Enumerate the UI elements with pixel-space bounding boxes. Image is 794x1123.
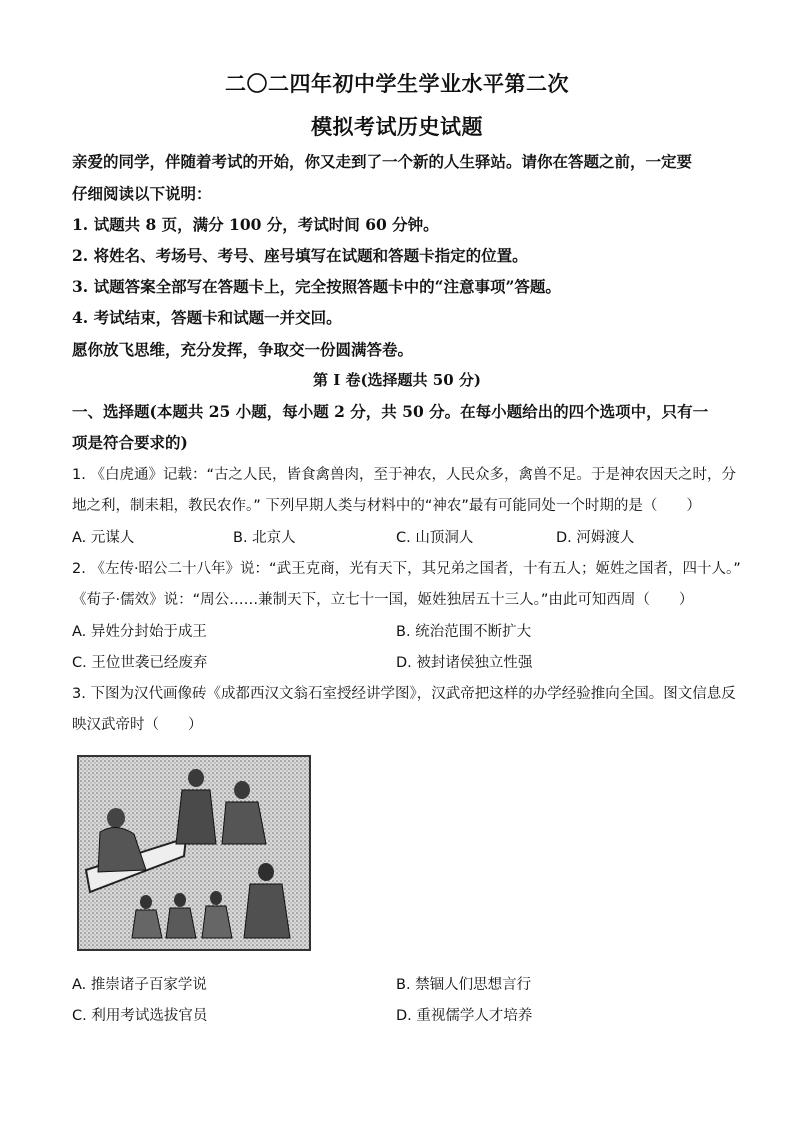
intro-closing: 愿你放飞思维，充分发挥，争取交一份圆满答卷。 [72,340,414,359]
question-2-option-c[interactable]: C. 王位世袭已经废弃 [72,655,208,671]
exam-title-line1: 二〇二四年初中学生学业水平第二次 [225,71,569,96]
question-1-stem-line2: 地之利，制耒耜，教民农作。” 下列早期人类与材料中的“神农”最有可能同处一个时期的是（ ） [72,498,701,514]
question-2-stem-line1: 2. 《左传·昭公二十八年》说：“武王克商，光有天下，其兄弟之国者，十有五人；姬姓之国者，四十人。” [72,561,741,577]
instruction-item-1: 1. 试题共 8 页，满分 100 分，考试时间 60 分钟。 [72,215,439,234]
instruction-item-4: 4. 考试结束，答题卡和试题一并交回。 [72,308,342,327]
question-3-option-a[interactable]: A. 推崇诸子百家学说 [72,977,207,993]
question-2-option-a[interactable]: A. 异姓分封始于成王 [72,624,207,640]
question-1-option-c[interactable]: C. 山顶洞人 [396,530,474,546]
section-instruction-line2: 项是符合要求的) [72,433,188,452]
question-2-option-b[interactable]: B. 统治范围不断扩大 [396,624,532,640]
question-2-stem-line2: 《荀子·儒效》说：“周公……兼制天下，立七十一国，姬姓独居五十三人。”由此可知西周（ ） [72,592,694,608]
intro-line1: 亲爱的同学，伴随着考试的开始，你又走到了一个新的人生驿站。请你在答题之前，一定要 [72,152,693,171]
instruction-item-2: 2. 将姓名、考场号、考号、座号填写在试题和答题卡指定的位置。 [72,246,528,265]
exam-title-line2: 模拟考试历史试题 [311,114,483,139]
question-3-option-b[interactable]: B. 禁锢人们思想言行 [396,977,532,993]
section-title: 第 I 卷(选择题共 50 分) [313,371,481,389]
question-1-option-d[interactable]: D. 河姆渡人 [556,530,635,546]
question-3-option-d[interactable]: D. 重视儒学人才培养 [396,1008,533,1024]
question-1-option-a[interactable]: A. 元谋人 [72,530,135,546]
question-3-stem-line1: 3. 下图为汉代画像砖《成都西汉文翁石室授经讲学图》，汉武帝把这样的办学经验推向全国。图文信息反 [72,686,736,702]
question-1-stem-line1: 1. 《白虎通》记载：“古之人民，皆食禽兽肉，至于神农，人民众多，禽兽不足。于是神农因天之时，分 [72,467,736,483]
section-instruction-line1: 一、选择题(本题共 25 小题，每小题 2 分，共 50 分。在每小题给出的四个选项中，只有一 [72,402,709,421]
intro-line2: 仔细阅读以下说明： [72,184,212,203]
question-1-option-b[interactable]: B. 北京人 [233,530,296,546]
question-3-option-c[interactable]: C. 利用考试选拔官员 [72,1008,208,1024]
question-2-option-d[interactable]: D. 被封诸侯独立性强 [396,655,533,671]
han-brick-relief-image [76,752,312,956]
instruction-item-3: 3. 试题答案全部写在答题卡上，完全按照答题卡中的“注意事项”答题。 [72,277,561,296]
question-3-stem-line2: 映汉武帝时（ ） [72,717,203,733]
